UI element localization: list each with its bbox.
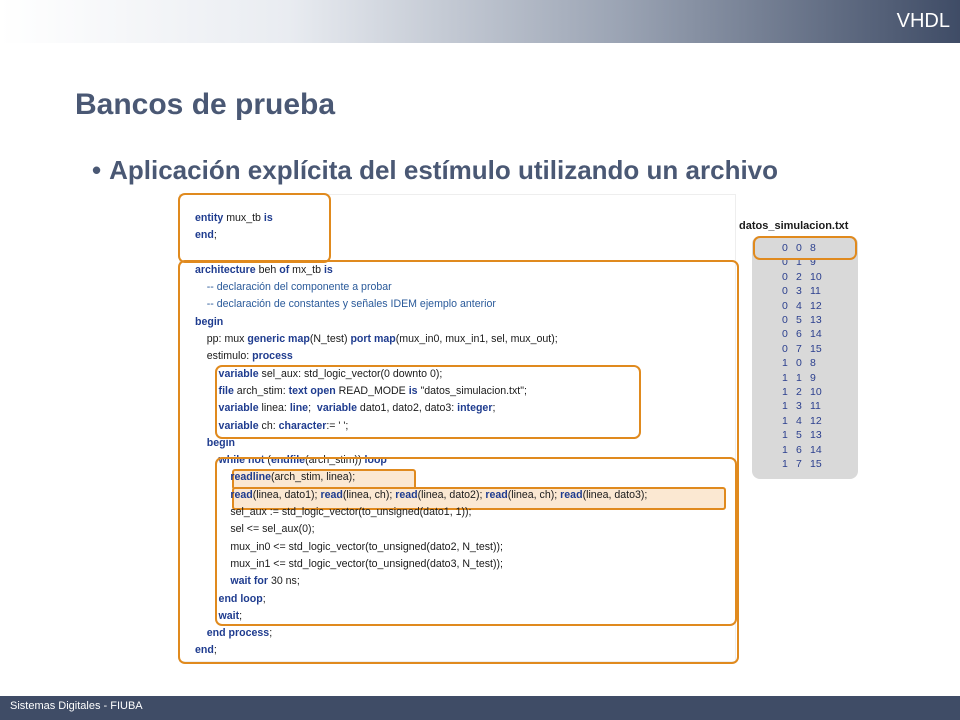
code-token: (linea, dato3);	[582, 488, 648, 501]
code-token: (arch_stim, linea);	[270, 471, 356, 484]
code-token: is	[263, 212, 273, 224]
code-token: is	[408, 384, 418, 397]
code-token: read	[320, 488, 343, 501]
code-token: readline	[230, 471, 271, 484]
datafile-value: 0	[796, 357, 802, 370]
code-token: mx_tb	[289, 263, 324, 276]
code-token: port map	[350, 333, 396, 346]
code-token: linea:	[258, 402, 290, 415]
code-token: sel_aux := std_logic_vector(to_unsigned(dato1, 1));	[195, 506, 472, 519]
code-token: file	[218, 384, 234, 397]
code-token: (	[264, 454, 271, 467]
slide-title: Bancos de prueba	[75, 88, 336, 121]
header-bar	[0, 0, 960, 43]
code-token: (linea, dato2);	[417, 488, 486, 501]
datafile-value: 1	[782, 400, 788, 413]
code-token: (arch_stim))	[305, 454, 365, 467]
code-token: of	[279, 263, 290, 276]
datafile-value: 0	[782, 314, 788, 327]
code-token: (linea, ch);	[507, 488, 561, 501]
code-token: ;	[213, 229, 217, 242]
code-token: variable	[218, 419, 259, 432]
datafile-value: 15	[810, 458, 822, 471]
datafile-value: 6	[796, 443, 802, 456]
datafile-value: 0	[782, 342, 788, 355]
code-token: end process	[206, 627, 270, 640]
highlight-entity	[178, 193, 331, 263]
datafile-value: 2	[796, 386, 802, 399]
code-token: while not	[218, 454, 265, 467]
datafile-value: 0	[782, 270, 788, 283]
code-token: begin	[195, 436, 236, 449]
datafile-rows	[782, 241, 834, 472]
datafile-value: 1	[782, 357, 788, 370]
datafile-value: 1	[782, 429, 788, 442]
code-token: ch:	[258, 419, 279, 432]
code-token: line	[289, 402, 309, 415]
code-token: wait	[218, 609, 240, 622]
code-token: pp: mux	[195, 333, 248, 346]
code-token: mux_in0 <= std_logic_vector(to_unsigned(dato2, N_test));	[195, 540, 503, 553]
code-token: beh	[255, 263, 280, 276]
datafile-row	[782, 356, 834, 370]
code-token: ;	[239, 609, 243, 622]
code-token: -- declaración del componente a probar	[195, 281, 392, 294]
datafile-value: 4	[796, 299, 802, 312]
code-token: begin	[195, 315, 224, 328]
datafile-row	[782, 457, 834, 471]
code-token: ;	[492, 402, 496, 415]
highlight-loop	[215, 457, 737, 626]
code-token: ;	[269, 627, 273, 640]
footer-text: Sistemas Digitales - FIUBA	[10, 700, 143, 712]
code-token: READ_MODE	[335, 384, 409, 397]
datafile-value: 0	[782, 299, 788, 312]
datafile-value: 1	[796, 371, 802, 384]
code-token: end	[195, 644, 214, 657]
datafile-value: 12	[810, 414, 822, 427]
datafile-value: 10	[810, 386, 822, 399]
code-token: (linea, ch);	[342, 488, 396, 501]
datafile-row	[782, 342, 834, 356]
datafile-row	[782, 443, 834, 457]
bullet-point	[92, 155, 778, 186]
code-token: read	[395, 488, 418, 501]
header-title: VHDL	[896, 10, 950, 32]
code-token: mux_tb	[223, 212, 264, 224]
datafile-value: 0	[782, 285, 788, 298]
code-token: -- declaración de constantes y señales IDEM ejemplo anterior	[195, 298, 496, 311]
datafile-value: 0	[796, 242, 802, 254]
datafile-value: 8	[810, 357, 816, 370]
datafile-value: 5	[796, 314, 802, 327]
highlight-variables	[215, 365, 641, 439]
datafile-value: 11	[810, 400, 821, 413]
datafile-row	[782, 414, 834, 428]
code-token: read	[230, 488, 253, 501]
datafile-row	[782, 385, 834, 399]
code-token: ;	[213, 644, 217, 657]
datafile-value: 6	[796, 328, 802, 341]
datafile-value: 1	[782, 443, 788, 456]
code-token: architecture	[195, 263, 256, 276]
datafile-row	[782, 327, 834, 341]
code-token: dato1, dato2, dato3:	[356, 402, 458, 415]
code-token: is	[323, 263, 333, 276]
code-token: := ' ';	[326, 419, 349, 432]
datafile-value: 10	[810, 270, 822, 283]
code-token: ;	[308, 402, 317, 415]
datafile-value: 3	[796, 285, 802, 298]
datafile-value: 14	[810, 328, 822, 341]
datafile-value: 11	[810, 285, 821, 298]
code-token: wait for	[230, 575, 268, 588]
datafile-value: 1	[796, 256, 802, 269]
datafile-value: 1	[782, 371, 788, 384]
datafile-value: 2	[796, 270, 802, 283]
code-token: character	[278, 419, 327, 432]
code-token: end loop	[218, 592, 263, 605]
datafile-row	[782, 371, 834, 385]
datafile-value: 14	[810, 443, 822, 456]
datafile-value: 0	[782, 256, 788, 269]
datafile-value: 7	[796, 458, 802, 471]
datafile-row	[782, 299, 834, 313]
datafile-value: 8	[810, 242, 816, 254]
datafile-row	[782, 284, 834, 298]
datafile-value: 15	[810, 342, 822, 355]
bullet-icon: •	[92, 155, 102, 185]
datafile-value: 5	[796, 429, 802, 442]
code-token: sel_aux: std_logic_vector(0 downto 0);	[258, 367, 443, 380]
datafile-value: 13	[810, 314, 822, 327]
bullet-text: Aplicación explícita del estímulo utilizando un archivo	[109, 155, 779, 185]
datafile-value: 1	[782, 414, 788, 427]
code-token: loop	[364, 454, 387, 467]
code-token: read	[485, 488, 508, 501]
highlight-first-row	[753, 236, 857, 260]
datafile-row	[782, 399, 834, 413]
code-token: "datos_simulacion.txt";	[417, 384, 527, 397]
code-token: 30 ns;	[268, 575, 300, 588]
datafile-value: 9	[810, 371, 816, 384]
datafile-row	[782, 270, 834, 284]
datafile-value: 7	[796, 342, 802, 355]
code-token: read	[560, 488, 583, 501]
datafile-value: 3	[796, 400, 802, 413]
datafile-row	[782, 313, 834, 327]
code-token: endfile	[270, 454, 306, 467]
code-token: (N_test)	[309, 333, 351, 346]
datafile-row	[782, 428, 834, 442]
code-token: end	[195, 229, 214, 242]
datafile-value: 12	[810, 299, 822, 312]
code-token: (linea, dato1);	[252, 488, 321, 501]
datafile-value: 0	[782, 328, 788, 341]
code-token: estimulo:	[195, 350, 253, 363]
code-token: variable	[316, 402, 357, 415]
datafile-value: 9	[810, 256, 816, 269]
code-token: generic map	[247, 333, 310, 346]
code-token: sel <= sel_aux(0);	[195, 523, 315, 536]
code-token: text open	[288, 384, 336, 397]
code-token: arch_stim:	[233, 384, 289, 397]
code-token: process	[252, 350, 293, 363]
code-token: ;	[262, 592, 266, 605]
code-token: mux_in1 <= std_logic_vector(to_unsigned(dato3, N_test));	[195, 557, 503, 570]
datafile-value: 0	[782, 242, 788, 254]
code-token: variable	[218, 402, 259, 415]
code-token: integer	[457, 402, 493, 415]
datafile-value: 1	[782, 386, 788, 399]
datafile-value: 1	[782, 458, 788, 471]
code-token: (mux_in0, mux_in1, sel, mux_out);	[395, 333, 558, 346]
datafile-value: 13	[810, 429, 822, 442]
code-token: entity	[195, 212, 224, 224]
datafile-title: datos_simulacion.txt	[739, 220, 849, 232]
code-token: variable	[218, 367, 259, 380]
datafile-value: 4	[796, 414, 802, 427]
footer-bar	[0, 696, 960, 720]
